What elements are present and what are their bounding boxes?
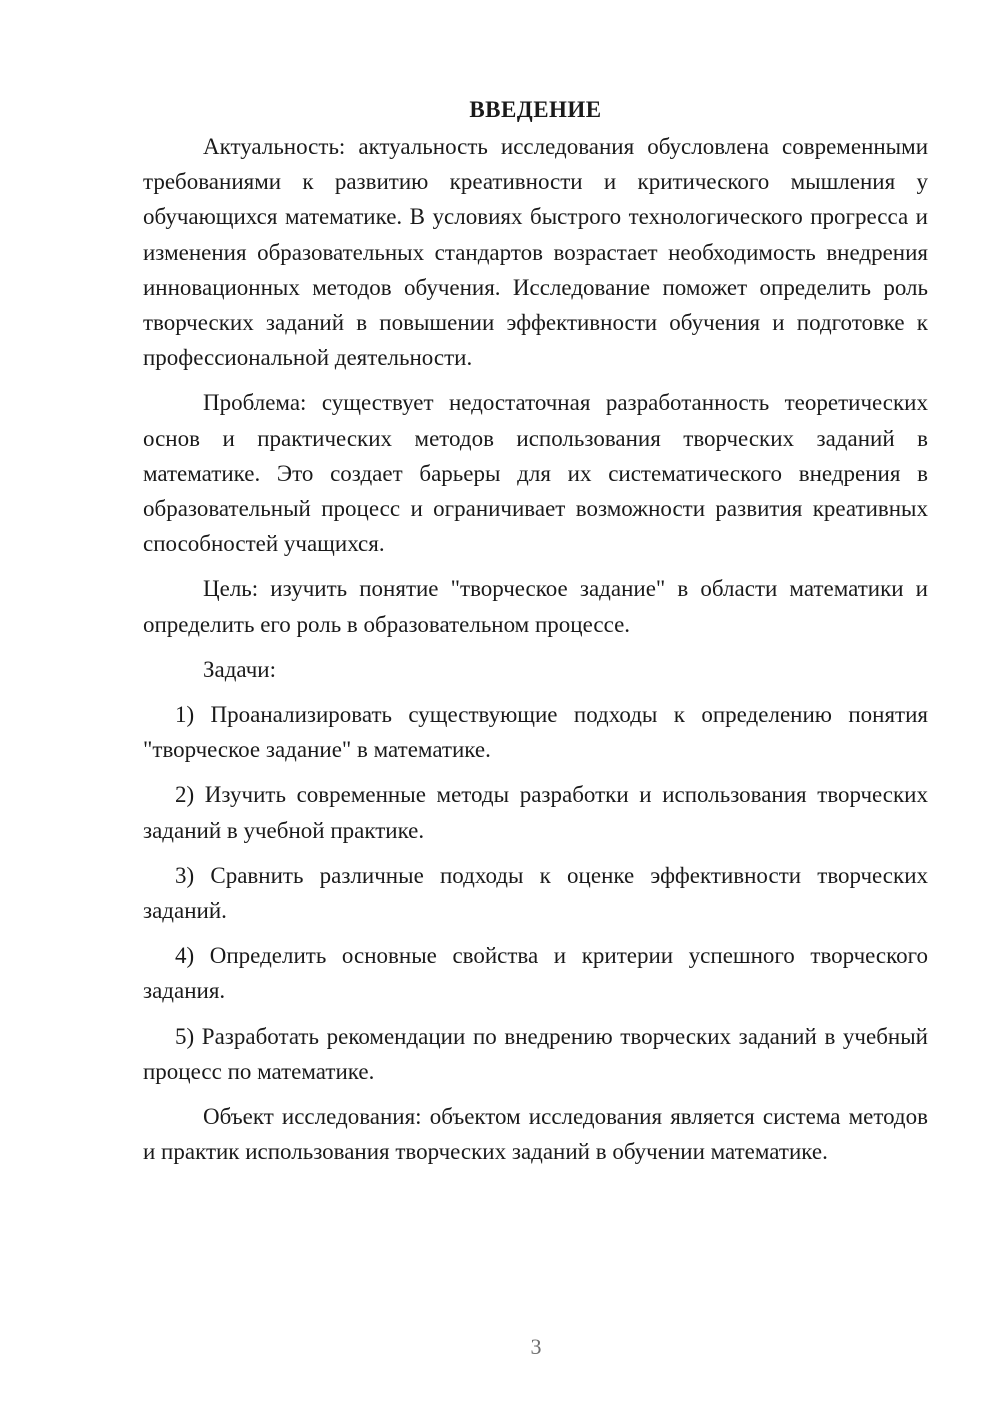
task-item: 1) Проанализировать существующие подходы к определению понятия "творческое задание" в математике. [143, 702, 928, 763]
section-title: ВВЕДЕНИЕ [469, 97, 602, 122]
document-page [143, 92, 928, 1179]
task-item: 4) Определить основные свойства и критерии успешного творческого задания. [143, 943, 928, 1004]
paragraph-relevance: Актуальность: актуальность исследования обусловлена современными требованиями к развитию креативности и критического мышления у обучающихся математике. В условиях быстрого технологического прогресса и изменения образовательных стандартов возрастает необходимость внедрения инновационных методов обучения. Исследование поможет определить роль творческих заданий в повышении эффективности обучения и подготовке к профессиональной деятельности. [143, 134, 928, 371]
paragraph-problem: Проблема: существует недостаточная разработанность теоретических основ и практических методов использования творческих заданий в математике. Это создает барьеры для их систематического внедрения в образовательный процесс и ограничивает возможности развития креативных способностей учащихся. [143, 390, 928, 557]
task-item: 3) Сравнить различные подходы к оценке эффективности творческих заданий. [143, 862, 928, 924]
page-number: 3 [530, 1334, 542, 1359]
task-item: 2) Изучить современные методы разработки и использования творческих заданий в учебной практике. [143, 782, 928, 843]
paragraph-object: Объект исследования: объектом исследования является система методов и практик использования творческих заданий в обучении математике. [143, 1104, 928, 1165]
paragraph-goal: Цель: изучить понятие "творческое задание" в области математики и определить его роль в образовательном процессе. [143, 576, 928, 637]
tasks-heading: Задачи: [203, 656, 276, 682]
tasks-list [143, 697, 928, 1089]
task-item: 5) Разработать рекомендации по внедрению творческих заданий в учебный процесс по математике. [143, 1023, 928, 1084]
